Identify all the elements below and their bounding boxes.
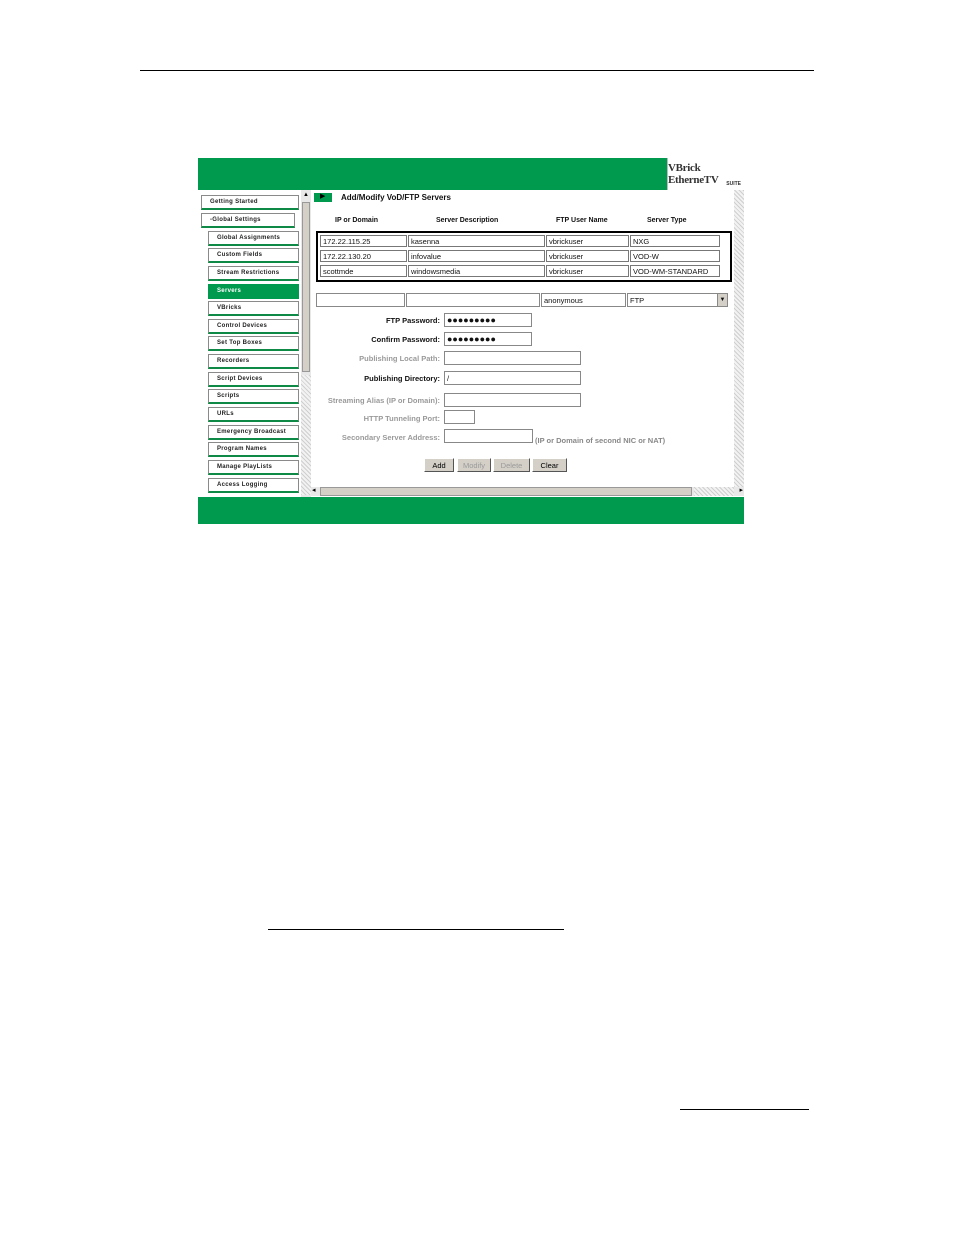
ftp-password-input[interactable]: ●●●●●●●●● — [444, 313, 532, 327]
server-type-select[interactable] — [627, 293, 728, 307]
app-screenshot — [198, 158, 744, 524]
nav-item-script-devices[interactable]: Script Devices — [208, 372, 299, 387]
scroll-up-arrow-icon[interactable]: ▲ — [303, 192, 309, 198]
page-title: Add/Modify VoD/FTP Servers — [341, 193, 451, 202]
horizontal-scrollbar[interactable] — [311, 487, 744, 496]
streaming-alias-label: Streaming Alias (IP or Domain): — [327, 396, 440, 405]
col-header-user: FTP User Name — [556, 217, 608, 224]
server-user-cell[interactable]: vbrickuser — [546, 265, 629, 277]
new-ip-input[interactable] — [316, 293, 405, 307]
sidebar-nav — [198, 190, 301, 497]
nav-item-access-logging[interactable]: Access Logging — [208, 478, 299, 493]
servers-table — [316, 231, 732, 282]
delete-button[interactable]: Delete — [493, 458, 530, 472]
col-header-description: Server Description — [436, 217, 499, 224]
nav-item-custom-fields[interactable]: Custom Fields — [208, 248, 299, 263]
server-user-cell[interactable]: vbrickuser — [546, 235, 629, 247]
nav-item-recorders[interactable]: Recorders — [208, 354, 299, 369]
http-tunneling-port-label: HTTP Tunneling Port: — [363, 414, 440, 423]
server-user-cell[interactable]: vbrickuser — [546, 250, 629, 262]
col-header-type: Server Type — [647, 217, 687, 224]
nav-item-stream-restrictions[interactable]: Stream Restrictions — [208, 266, 299, 281]
publishing-local-path-label: Publishing Local Path: — [359, 354, 440, 363]
vbrick-logo — [667, 158, 744, 190]
publishing-local-path-input[interactable] — [444, 351, 581, 365]
scroll-track — [694, 487, 734, 496]
nav-item-control-devices[interactable]: Control Devices — [208, 319, 299, 334]
server-type-cell[interactable]: VOD-WM-STANDARD — [630, 265, 720, 277]
sidebar-scrollbar[interactable] — [301, 190, 311, 497]
ftp-password-label: FTP Password: — [385, 316, 440, 325]
nav-item-global-assignments[interactable]: Global Assignments — [208, 231, 299, 246]
streaming-alias-input[interactable] — [444, 393, 581, 407]
nav-item-manage-playlists[interactable]: Manage PlayLists — [208, 460, 299, 475]
logo-suite: SUITE — [726, 181, 741, 187]
nav-item-global-settings[interactable]: -Global Settings — [201, 213, 295, 228]
secondary-server-input[interactable] — [444, 429, 533, 443]
new-description-input[interactable] — [406, 293, 540, 307]
http-tunneling-port-input[interactable] — [444, 410, 475, 424]
confirm-password-label: Confirm Password: — [371, 335, 440, 344]
secondary-server-label: Secondary Server Address: — [341, 433, 440, 442]
col-header-ip: IP or Domain — [335, 217, 379, 224]
nav-item-program-names[interactable]: Program Names — [208, 442, 299, 457]
section-arrow-icon: ▶ — [314, 193, 332, 202]
nav-item-getting-started[interactable]: Getting Started — [201, 195, 299, 210]
nav-item-servers[interactable]: Servers — [208, 284, 299, 299]
modify-button[interactable]: Modify — [457, 458, 491, 472]
header-banner — [198, 158, 744, 190]
clear-button[interactable]: Clear — [532, 458, 567, 472]
horizontal-scroll-thumb[interactable] — [320, 487, 692, 496]
chevron-down-icon[interactable]: ▼ — [717, 294, 727, 306]
main-panel — [311, 190, 744, 497]
scroll-right-arrow-icon[interactable]: ▸ — [739, 487, 743, 494]
nav-item-vbricks[interactable]: VBricks — [208, 301, 299, 316]
footer-banner — [198, 497, 744, 524]
server-ip-cell[interactable]: scottmde — [320, 265, 407, 277]
server-description-cell[interactable]: windowsmedia — [408, 265, 545, 277]
server-ip-cell[interactable]: 172.22.130.20 — [320, 250, 407, 262]
nav-item-emergency-broadcast[interactable]: Emergency Broadcast — [208, 425, 299, 440]
server-description-cell[interactable]: kasenna — [408, 235, 545, 247]
add-button[interactable]: Add — [424, 458, 454, 472]
server-type-cell[interactable]: NXG — [630, 235, 720, 247]
publishing-directory-label: Publishing Directory: — [364, 374, 440, 383]
main-scrollbar[interactable] — [734, 190, 744, 487]
server-type-cell[interactable]: VOD-W — [630, 250, 720, 262]
new-user-input[interactable]: anonymous — [541, 293, 626, 307]
server-description-cell[interactable]: infovalue — [408, 250, 545, 262]
secondary-server-note: (IP or Domain of second NIC or NAT) — [535, 436, 666, 445]
server-type-selected: FTP — [630, 296, 645, 305]
nav-item-set-top-boxes[interactable]: Set Top Boxes — [208, 336, 299, 351]
nav-item-urls[interactable]: URLs — [208, 407, 299, 422]
scroll-track — [301, 375, 311, 495]
page-header-rule — [140, 70, 814, 71]
scroll-left-arrow-icon[interactable]: ◂ — [312, 487, 316, 494]
server-ip-cell[interactable]: 172.22.115.25 — [320, 235, 407, 247]
sidebar-scroll-thumb[interactable] — [302, 202, 310, 372]
publishing-directory-input[interactable]: / — [444, 371, 581, 385]
document-rule — [680, 1109, 809, 1110]
confirm-password-input[interactable]: ●●●●●●●●● — [444, 332, 532, 346]
document-rule — [268, 929, 564, 930]
logo-text: VBrick EtherneTV — [668, 162, 719, 186]
nav-item-scripts[interactable]: Scripts — [208, 389, 299, 404]
